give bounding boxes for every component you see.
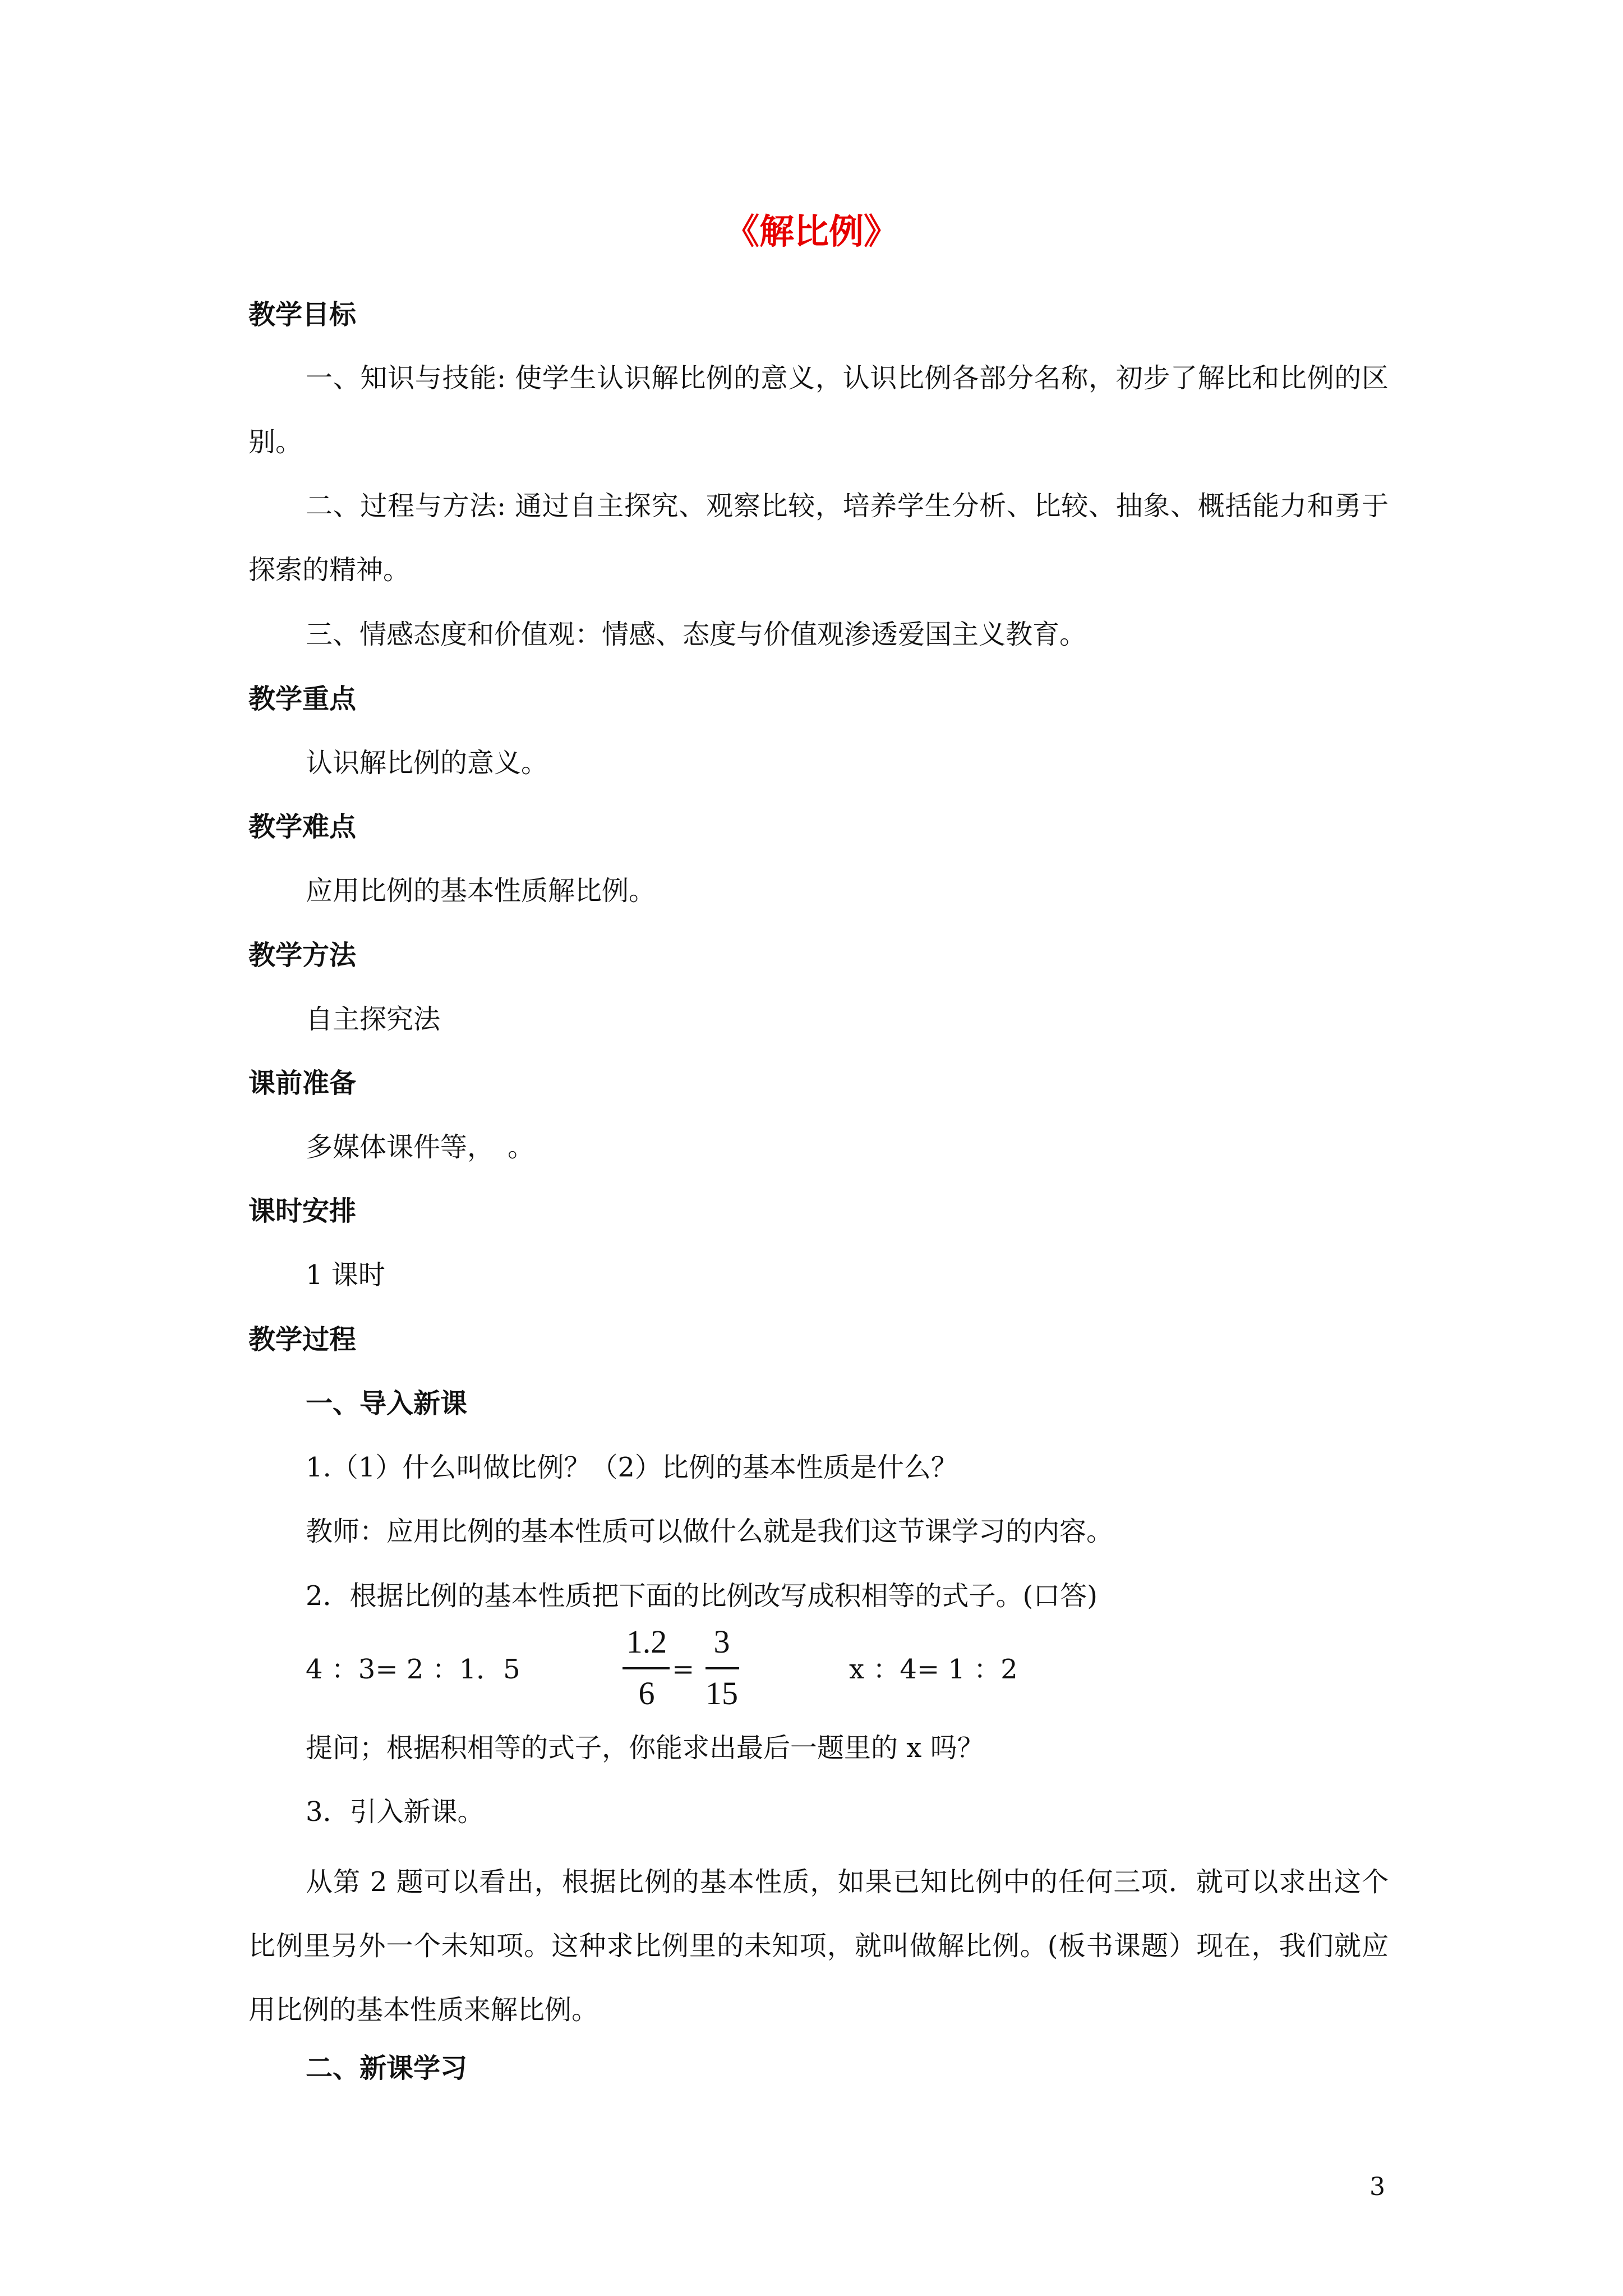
key-points-text: 认识解比例的意义。 [306, 747, 548, 779]
page-number: 3 [1370, 2173, 1385, 2201]
fraction-1-bar [623, 1667, 670, 1669]
section-heading-goals: 教学目标 [248, 299, 357, 330]
process-question-1: 1.（1）什么叫做比例？（2）比例的基本性质是什么？ [306, 1452, 958, 1483]
goal-item-1: 一、知识与技能: 使学生认识解比例的意义，认识比例各部分名称，初步了解比和比例的区别。 [248, 362, 1389, 458]
process-intro-paragraph: 从第 2 题可以看出，根据比例的基本性质，如果已知比例中的任何三项．就可以求出这个比例里另外一个未知项。这种求比例里的未知项，就叫做解比例。(板书课题）现在，我们就应用比例的基本性质来解比例。 [248, 1866, 1389, 2026]
fraction-1-denominator: 6 [638, 1675, 655, 1711]
equation-ratio-3: x ：4= 1 ：2 [849, 1654, 1018, 1685]
methods-text: 自主探究法 [306, 1004, 441, 1035]
fraction-2-denominator: 15 [706, 1675, 738, 1711]
section-heading-methods: 教学方法 [248, 940, 357, 971]
goal-item-2: 二、过程与方法: 通过自主探究、观察比较，培养学生分析、比较、抽象、概括能力和勇于探索的精神。 [248, 490, 1389, 586]
fraction-1-numerator: 1.2 [626, 1623, 667, 1660]
schedule-text: 1 课时 [306, 1259, 385, 1291]
section-heading-schedule: 课时安排 [248, 1195, 357, 1227]
section-heading-key-points: 教学重点 [248, 683, 357, 715]
equation-ratio-1: 4 ：3= 2 ：1．5 [306, 1654, 520, 1685]
fraction-2-bar [706, 1667, 739, 1669]
section-heading-difficulties: 教学难点 [248, 811, 357, 843]
goal-item-3: 三、情感态度和价值观：情感、态度与价值观渗透爱国主义教育。 [306, 619, 1087, 650]
document-title: 《解比例》 [724, 211, 898, 252]
preparation-text: 多媒体课件等， 。 [306, 1131, 535, 1163]
process-prompt-question: 提问；根据积相等的式子，你能求出最后一题里的 x 吗？ [306, 1732, 984, 1764]
section-heading-preparation: 课前准备 [248, 1068, 357, 1099]
fraction-2-numerator: 3 [713, 1623, 730, 1660]
equation-equals-sign: = [672, 1654, 695, 1685]
process-question-2: 2．根据比例的基本性质把下面的比例改写成积相等的式子。(口答) [306, 1580, 1098, 1612]
difficulties-text: 应用比例的基本性质解比例。 [306, 875, 656, 907]
process-part1-heading: 一、导入新课 [306, 1388, 468, 1419]
process-question-3: 3．引入新课。 [306, 1796, 485, 1828]
section-heading-process: 教学过程 [248, 1324, 357, 1355]
process-teacher-note: 教师：应用比例的基本性质可以做什么就是我们这节课学习的内容。 [306, 1516, 1114, 1547]
process-part2-heading: 二、新课学习 [306, 2053, 468, 2084]
